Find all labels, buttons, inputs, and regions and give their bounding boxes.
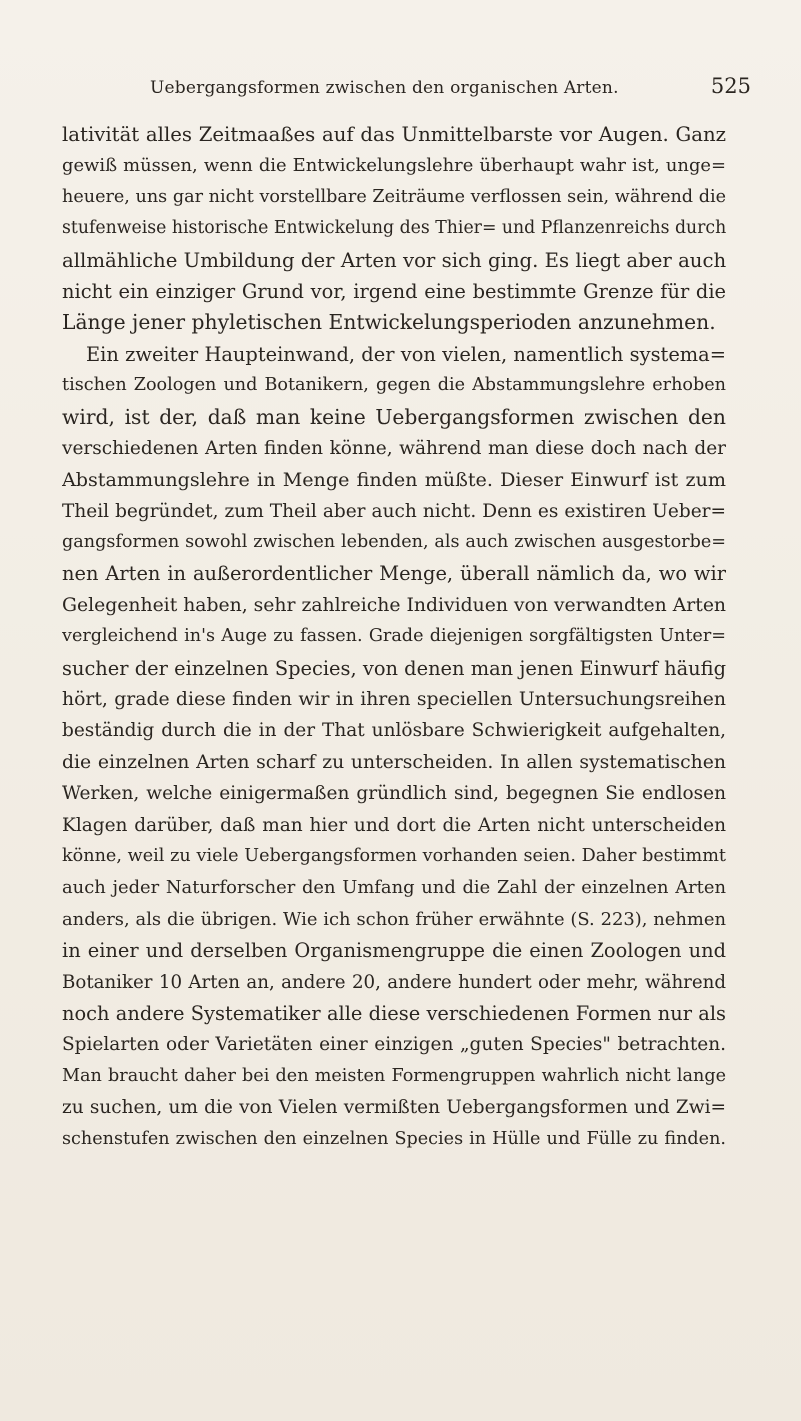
text-line: Theil begründet, zum Theil aber auch nicht. Denn es existiren Ueber= <box>62 500 726 522</box>
text-line: verschiedenen Arten finden könne, während man diese doch nach der <box>62 437 726 459</box>
running-head: Uebergangsformen zwischen den organischen Arten. <box>150 78 619 98</box>
text-line: auch jeder Naturforscher den Umfang und die Zahl der einzelnen Arten <box>62 877 726 899</box>
text-line: tischen Zoologen und Botanikern, gegen die Abstammungslehre erhoben <box>62 375 726 396</box>
text-line: noch andere Systematiker alle diese verschiedenen Formen nur als <box>62 1001 726 1025</box>
text-line: gewiß müssen, wenn die Entwickelungslehre überhaupt wahr ist, unge= <box>62 155 726 177</box>
text-line: nen Arten in außerordentlicher Menge, überall nämlich da, wo wir <box>62 562 726 586</box>
text-line: wird, ist der, daß man keine Uebergangsformen zwischen den <box>62 404 726 429</box>
text-line: heuere, uns gar nicht vorstellbare Zeiträume verflossen sein, während die <box>62 186 726 207</box>
text-line: Spielarten oder Varietäten einer einzigen „guten Species" betrachten. <box>62 1034 726 1056</box>
text-line: stufenweise historische Entwickelung des Thier= und Pflanzenreichs durch <box>62 218 726 239</box>
text-line: lativität alles Zeitmaaßes auf das Unmittelbarste vor Augen. Ganz <box>62 123 726 146</box>
text-line: Gelegenheit haben, sehr zahlreiche Individuen von verwandten Arten <box>62 594 726 616</box>
text-line: nicht ein einziger Grund vor, irgend eine bestimmte Grenze für die <box>62 279 726 303</box>
text-line: in einer und derselben Organismengruppe die einen Zoologen und <box>62 939 726 963</box>
text-line: Abstammungslehre in Menge finden müßte. Dieser Einwurf ist zum <box>62 468 726 492</box>
text-line: gangsformen sowohl zwischen lebenden, als auch zwischen ausgestorbe= <box>62 532 726 553</box>
text-line: Länge jener phyletischen Entwickelungsperioden anzunehmen. <box>62 310 716 335</box>
text-line: Klagen darüber, daß man hier und dort die Arten nicht unterscheiden <box>62 814 726 836</box>
text-line: anders, als die übrigen. Wie ich schon früher erwähnte (S. 223), nehmen <box>62 908 726 930</box>
text-line: allmähliche Umbildung der Arten vor sich ging. Es liegt aber auch <box>62 248 726 272</box>
text-line: die einzelnen Arten scharf zu unterscheiden. In allen systematischen <box>62 751 726 773</box>
text-line: könne, weil zu viele Uebergangsformen vorhanden seien. Daher bestimmt <box>62 845 726 866</box>
page-number: 525 <box>710 74 751 98</box>
text-line: vergleichend in's Auge zu fassen. Grade diejenigen sorgfältigsten Unter= <box>62 626 726 647</box>
text-line: hört, grade diese finden wir in ihren speciellen Untersuchungsreihen <box>62 689 726 711</box>
text-line: Werken, welche einigermaßen gründlich sind, begegnen Sie endlosen <box>62 783 726 805</box>
text-line: Botaniker 10 Arten an, andere 20, andere hundert oder mehr, während <box>62 971 726 993</box>
text-line: schenstufen zwischen den einzelnen Species in Hülle und Fülle zu finden. <box>62 1128 726 1149</box>
body-text <box>62 119 726 1155</box>
text-line: Man braucht daher bei den meisten Formengruppen wahrlich nicht lange <box>62 1065 726 1086</box>
text-line: zu suchen, um die von Vielen vermißten Uebergangsformen und Zwi= <box>62 1097 726 1119</box>
text-line: beständig durch die in der That unlösbare Schwierigkeit aufgehalten, <box>62 720 726 742</box>
text-line: sucher der einzelnen Species, von denen man jenen Einwurf häufig <box>62 656 726 680</box>
paragraph-start-line: Ein zweiter Haupteinwand, der von vielen, namentlich systema= <box>86 342 726 366</box>
